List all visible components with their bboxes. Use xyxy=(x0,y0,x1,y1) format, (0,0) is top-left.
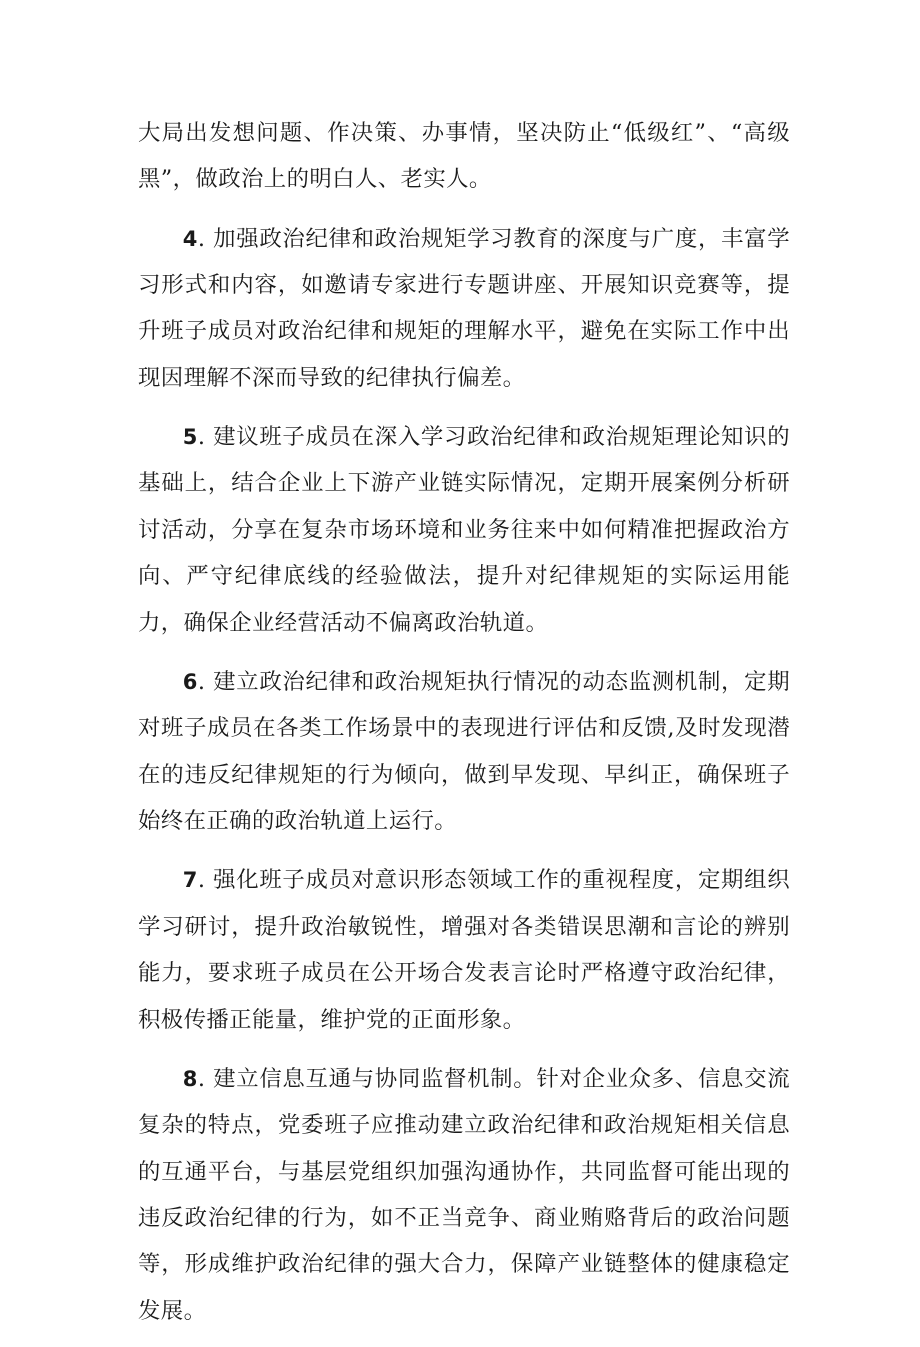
paragraph-text: . 强化班子成员对意识形态领域工作的重视程度，定期组织学习研讨，提升政治敏锐性，增强对各类错误思潮和言论的辨别能力，要求班子成员在公开场合发表言论时严格遵守政治纪律，积极传播正能量，维护党的正面形象。 xyxy=(138,867,790,1033)
paragraph-item-5 xyxy=(138,414,790,646)
document-body xyxy=(138,110,790,1347)
item-number: 7 xyxy=(182,868,198,893)
item-number: 6 xyxy=(182,669,198,694)
paragraph-item-8 xyxy=(138,1056,790,1334)
paragraph-text: . 建议班子成员在深入学习政治纪律和政治规矩理论知识的基础上，结合企业上下游产业链实际情况，定期开展案例分析研讨活动，分享在复杂市场环境和业务往来中如何精准把握政治方向、严守纪律底线的经验做法，提升对纪律规矩的实际运用能力，确保企业经营活动不偏离政治轨道。 xyxy=(138,424,790,636)
paragraph-text: . 加强政治纪律和政治规矩学习教育的深度与广度，丰富学习形式和内容，如邀请专家进行专题讲座、开展知识竞赛等，提升班子成员对政治纪律和规矩的理解水平，避免在实际工作中出现因理解不深而导致的纪律执行偏差。 xyxy=(138,225,790,391)
paragraph-text: . 建立政治纪律和政治规矩执行情况的动态监测机制，定期对班子成员在各类工作场景中的表现进行评估和反馈,及时发现潜在的违反纪律规矩的行为倾向，做到早发现、早纠正，确保班子始终在正确的政治轨道上运行。 xyxy=(138,668,790,835)
paragraph-item-4 xyxy=(138,216,790,402)
paragraph-continued xyxy=(138,110,790,203)
item-number: 8 xyxy=(182,1066,198,1091)
paragraph-text: 大局出发想问题、作决策、办事情，坚决防止“低级红”、“高级黑”，做政治上的明白人、老实人。 xyxy=(138,120,790,193)
item-number: 4 xyxy=(182,226,198,251)
item-number: 5 xyxy=(182,425,198,450)
paragraph-text: . 建立信息互通与协同监督机制。针对企业众多、信息交流复杂的特点，党委班子应推动建立政治纪律和政治规矩相关信息的互通平台，与基层党组织加强沟通协作，共同监督可能出现的违反政治纪律的行为，如不正当竞争、商业贿赂背后的政治问题等，形成维护政治纪律的强大合力，保障产业链整体的健康稳定发展。 xyxy=(138,1065,790,1324)
paragraph-item-6 xyxy=(138,659,790,845)
paragraph-item-7 xyxy=(138,857,790,1043)
